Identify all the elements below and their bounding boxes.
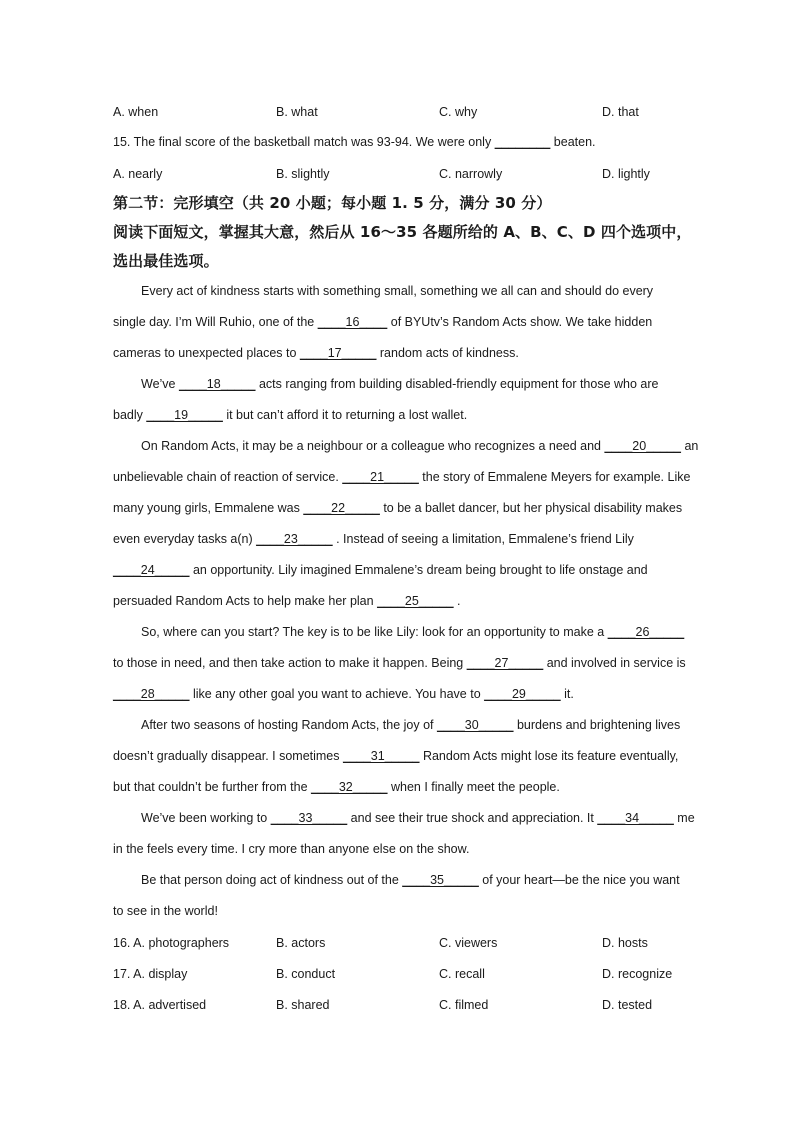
q15-blank: ________ [494,135,551,149]
passage-line [113,369,698,400]
passage-line [113,803,698,834]
q15-stem-after: beaten. [550,135,596,149]
passage-line [113,648,698,679]
passage-text: badly [113,408,147,422]
option-b: B. slightly [276,166,330,181]
passage-text: burdens and brightening lives [513,718,681,732]
passage-text: like any other goal you want to achieve. You have to [189,687,485,701]
passage-text: single day. I’m Will Ruhio, one of the [113,315,318,329]
question-option-row [113,989,698,1020]
q15-options [113,158,698,189]
passage-text: an opportunity. Lily imagined Emmalene’s dream being brought to life onstage and [189,563,648,577]
option-a: 18. A. advertised [113,997,207,1012]
passage-text: even everyday tasks a(n) [113,532,257,546]
option-c: C. why [439,104,478,119]
cloze-blank: ____16____ [317,315,388,329]
cloze-blank: ____31_____ [343,749,420,763]
option-a: A. when [113,104,159,119]
passage-line [113,896,698,927]
option-c: C. filmed [439,997,489,1012]
option-b: B. shared [276,997,330,1012]
passage-line [113,431,698,462]
passage-line [113,865,698,896]
section-instruction-line2: 选出最佳选项。 [113,252,219,270]
passage-text: me [673,811,695,825]
question-option-row [113,927,698,958]
option-d: D. lightly [602,166,650,181]
passage-text: of BYUtv’s Random Acts show. We take hidden [387,315,653,329]
option-b: B. actors [276,935,326,950]
cloze-blank: ____34_____ [597,811,674,825]
option-b: B. what [276,104,318,119]
passage-text: when I finally meet the people. [387,780,560,794]
passage-line [113,617,698,648]
passage-text: Random Acts might lose its feature eventually, [419,749,679,763]
passage-line [113,462,698,493]
passage-line [113,524,698,555]
passage-text: many young girls, Emmalene was [113,501,304,515]
passage-text: the story of Emmalene Meyers for example. Like [418,470,691,484]
cloze-blank: ____26_____ [607,625,685,639]
passage-text: cameras to unexpected places to [113,346,300,360]
passage-text: Be that person doing act of kindness out of the [141,873,403,887]
option-b: B. conduct [276,966,336,981]
passage-text: to be a ballet dancer, but her physical disability makes [379,501,683,515]
passage-text: . Instead of seeing a limitation, Emmalene’s friend Lily [332,532,634,546]
section-instruction-line1: 阅读下面短文，掌握其大意，然后从 16～35 各题所给的 A、B、C、D 四个选项中， [113,223,692,241]
question-option-row [113,958,698,989]
cloze-blank: ____29_____ [484,687,561,701]
exam-page [113,96,698,1020]
q15-stem-before: 15. The final score of the basketball match was 93-94. We were only [113,135,495,149]
cloze-blank: ____22_____ [303,501,380,515]
cloze-blank: ____24_____ [113,563,190,577]
passage-text: to see in the world! [113,904,218,918]
passage-text: So, where can you start? The key is to be like Lily: look for an opportunity to make a [141,625,608,639]
passage-text: After two seasons of hosting Random Acts, the joy of [141,718,437,732]
passage-line [113,772,698,803]
passage-line [113,741,698,772]
passage-text: but that couldn’t be further from the [113,780,312,794]
option-d: D. tested [602,997,653,1012]
option-d: D. recognize [602,966,673,981]
option-a: 16. A. photographers [113,935,230,950]
passage-text: acts ranging from building disabled-friendly equipment for those who are [255,377,659,391]
cloze-blank: ____18_____ [178,377,256,391]
passage-line [113,276,698,307]
passage-text: an [680,439,699,453]
passage-text: and involved in service is [543,656,686,670]
option-a: 17. A. display [113,966,188,981]
option-c: C. narrowly [439,166,503,181]
passage-text: doesn’t gradually disappear. I sometimes [113,749,343,763]
passage-line [113,400,698,431]
cloze-blank: ____20_____ [604,439,681,453]
passage-text: to those in need, and then take action to make it happen. Being [113,656,467,670]
passage-line [113,586,698,617]
q15-stem [113,127,698,158]
question-options [113,927,698,1020]
section-title: 第二节：完形填空（共 20 小题；每小题 1. 5 分，满分 30 分） [113,194,552,212]
passage-text: of your heart—be the nice you want [478,873,680,887]
cloze-blank: ____19_____ [146,408,223,422]
passage-line [113,710,698,741]
passage-text: . [453,594,461,608]
passage-line [113,307,698,338]
passage-line [113,834,698,865]
option-d: D. hosts [602,935,648,950]
passage-text: unbelievable chain of reaction of service. [113,470,343,484]
passage-text: and see their true shock and appreciation. It [347,811,598,825]
passage-text: random acts of kindness. [376,346,519,360]
option-c: C. viewers [439,935,498,950]
passage-text: it. [560,687,574,701]
option-c: C. recall [439,966,485,981]
passage-text: Every act of kindness starts with something small, something we all can and should do every [141,284,654,298]
cloze-blank: ____17_____ [299,346,377,360]
cloze-blank: ____25_____ [377,594,454,608]
passage-line [113,555,698,586]
passage-line [113,679,698,710]
cloze-blank: ____28_____ [113,687,190,701]
passage-text: it but can’t afford it to returning a lost wallet. [222,408,468,422]
cloze-blank: ____32_____ [311,780,388,794]
passage-text: We’ve been working to [141,811,271,825]
passage-line [113,493,698,524]
passage-text: On Random Acts, it may be a neighbour or a colleague who recognizes a need and [141,439,605,453]
passage-text: in the feels every time. I cry more than anyone else on the show. [113,842,470,856]
passage-text: We’ve [141,377,179,391]
cloze-blank: ____30_____ [437,718,514,732]
passage-line [113,338,698,369]
cloze-blank: ____35_____ [402,873,479,887]
cloze-passage [113,276,698,927]
cloze-blank: ____23_____ [256,532,333,546]
cloze-blank: ____27_____ [466,656,544,670]
cloze-blank: ____21_____ [342,470,419,484]
cloze-blank: ____33_____ [270,811,348,825]
q14-options [113,96,698,127]
passage-text: persuaded Random Acts to help make her plan [113,594,378,608]
option-a: A. nearly [113,166,163,181]
option-d: D. that [602,104,639,119]
